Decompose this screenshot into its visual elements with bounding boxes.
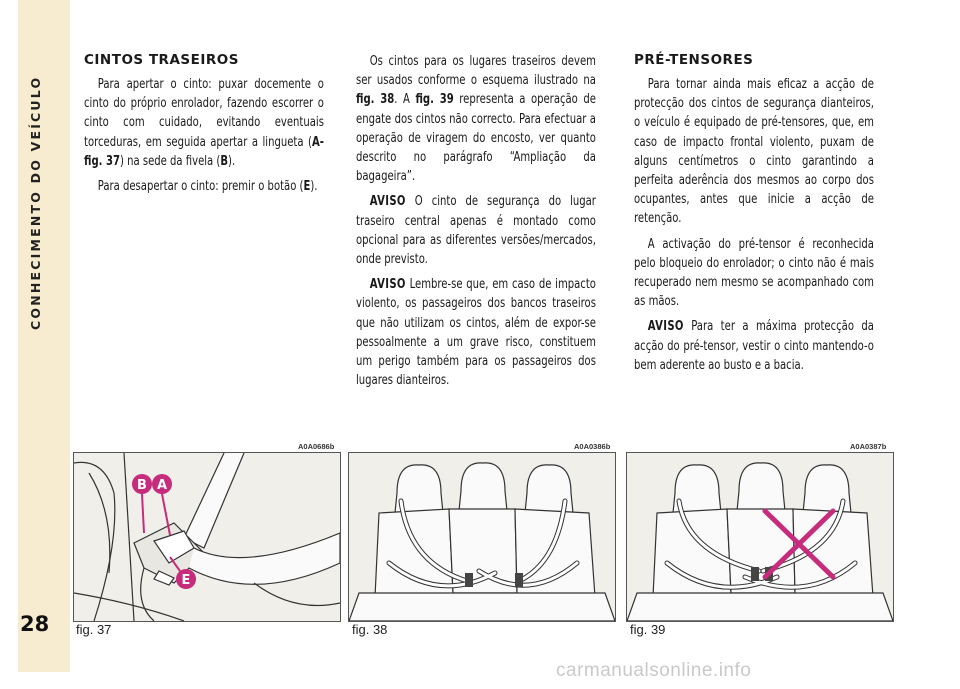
page-number: 28 — [20, 612, 50, 636]
section-title: CONHECIMENTO DO VEÍCULO — [28, 75, 43, 330]
figure-38-correct-belts — [348, 452, 616, 622]
figure-ref: fig. 38 — [356, 92, 395, 108]
column-rear-belts — [84, 52, 324, 202]
text: ) na sede da fivela ( — [119, 153, 221, 169]
text: Para apertar o cinto: puxar docemente o cinto do próprio enrolador, fazendo escorrer o cinto com cuidado, evitando eventuais torceduras, em seguida apertar a lingueta ( — [84, 77, 324, 150]
text: ). — [310, 179, 318, 195]
heading-rear-belts: CINTOS TRASEIROS — [84, 52, 239, 68]
text: Para ter a máxima protecção da acção do pré-tensor, vestir o cinto mantendo-o bem aderente ao busto e a bacia. — [634, 319, 874, 373]
paragraph-pretensioner: Para tornar ainda mais eficaz a acção de protecção dos cintos de segurança dianteiros, o veículo é equipado de pré-tensores, que, em caso de impacto frontal violento, puxam de alguns centímetros o cinto garantindo a perfeita aderência dos mesmos ao corpo dos ocupantes, antes que inicie a acção de retenção. — [634, 77, 874, 227]
figure-ref: E — [303, 179, 311, 195]
text: O cinto de segurança do lugar traseiro central apenas é montado como opcional para as diferentes versões/mercados, onde previsto. — [356, 194, 596, 268]
figure-caption: fig. 38 — [352, 622, 388, 637]
paragraph-usage — [356, 52, 596, 186]
figure-code: A0A0386b — [574, 442, 611, 451]
callout-label-b: B — [137, 478, 147, 493]
paragraph-fasten — [84, 75, 324, 171]
callout-label-e: E — [181, 573, 191, 588]
text: Lembre-se que, em caso de impacto violento, os passageiros dos bancos traseiros que não utilizam os cintos, além de expor-se pessoalmente a um grave risco, constituem um perigo também para os passageiros dos lugares dianteiros. — [356, 277, 596, 389]
warning-label: AVISO — [647, 319, 684, 335]
column-pretensioners — [634, 52, 874, 381]
paragraph-release — [84, 177, 324, 196]
figure-ref: fig. 39 — [415, 92, 454, 108]
text: Para desapertar o cinto: premir o botão ( — [97, 179, 304, 195]
figure-code: A0A0686b — [298, 442, 335, 451]
paragraph-activation: A activação do pré-tensor é reconhecida pelo bloqueio do enrolador; o cinto não é mais recuperado nem mesmo se acompanhado com as mãos. — [634, 236, 874, 310]
figure-39-incorrect-belts — [626, 452, 894, 622]
figure-37-buckle — [73, 452, 341, 622]
text: representa a operação de engate dos cintos não correcto. Para efectuar a operação de viragem do encosto, ver quanto descrito no parágrafo “Ampliação da bagageira”. — [356, 92, 596, 185]
column-usage — [356, 52, 596, 396]
warning-center-belt — [356, 192, 596, 269]
text: . A — [394, 92, 416, 108]
warning-label: AVISO — [369, 194, 406, 210]
sidebar-band — [18, 0, 70, 672]
watermark: carmanualsonline.info — [556, 660, 752, 681]
figure-ref: B — [220, 153, 229, 169]
warning-pretensioner — [634, 317, 874, 375]
figure-ref: A-fig. 37 — [84, 134, 324, 169]
text: ). — [228, 153, 236, 169]
text: Os cintos para os lugares traseiros devem ser usados conforme o esquema ilustrado na — [356, 54, 596, 89]
callout-label-a: A — [156, 478, 168, 493]
warning-label: AVISO — [369, 277, 406, 293]
heading-pretensioners: PRÉ-TENSORES — [634, 52, 754, 68]
warning-impact — [356, 275, 596, 390]
figure-code: A0A0387b — [850, 442, 887, 451]
figure-caption: fig. 37 — [76, 622, 112, 637]
figure-caption: fig. 39 — [630, 622, 666, 637]
